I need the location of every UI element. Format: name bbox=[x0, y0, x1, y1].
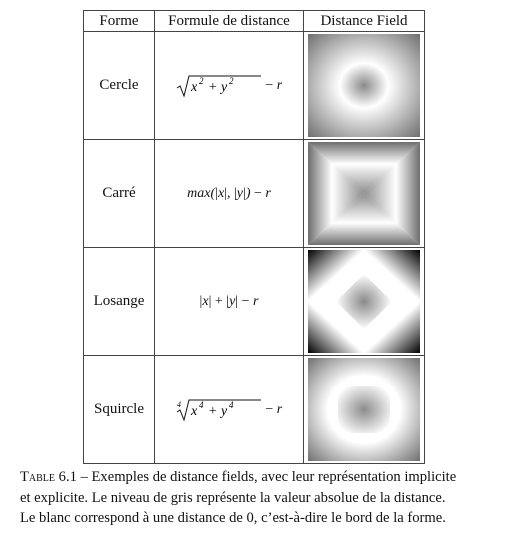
formula-expression: max(|x|, |y|) − r bbox=[187, 186, 271, 201]
distance-field-cell bbox=[304, 248, 425, 356]
table-header-row bbox=[84, 11, 425, 32]
table-row bbox=[84, 32, 425, 140]
distance-formula bbox=[155, 140, 304, 248]
header-shape: Forme bbox=[84, 11, 155, 32]
shape-name: Squircle bbox=[84, 356, 155, 464]
table-row bbox=[84, 140, 425, 248]
svg-text:x: x bbox=[190, 79, 198, 95]
table-caption bbox=[20, 467, 495, 529]
sqrt-sign bbox=[176, 74, 262, 98]
distance-formula bbox=[155, 356, 304, 464]
svg-text:4: 4 bbox=[198, 399, 204, 410]
svg-text:x: x bbox=[190, 403, 198, 419]
svg-text:y: y bbox=[220, 79, 228, 95]
formula-expression: 4 x 4 + y 4 − r bbox=[176, 402, 282, 417]
caption-text: – Exemples de distance fields, avec leur représentation implicite et explicite. Le niveau de gris représente la valeur absolue de la distance. Le blanc correspond à une distance de 0, c’est-à-dire le bord de la forme. bbox=[20, 469, 457, 526]
svg-text:4: 4 bbox=[228, 399, 234, 410]
distance-field-cell bbox=[304, 140, 425, 248]
header-formula: Formule de distance bbox=[155, 11, 304, 32]
svg-text:2: 2 bbox=[198, 75, 204, 86]
formula-expression: |x| + |y| − r bbox=[199, 294, 259, 309]
squircle-distance-field-icon bbox=[308, 358, 420, 461]
svg-text:y: y bbox=[220, 403, 228, 419]
diamond-distance-field-icon bbox=[308, 250, 420, 353]
table-row bbox=[84, 356, 425, 464]
shape-name: Carré bbox=[84, 140, 155, 248]
fourth-root-sign bbox=[176, 398, 262, 422]
shape-name: Losange bbox=[84, 248, 155, 356]
circle-distance-field-icon bbox=[308, 34, 420, 137]
table-row bbox=[84, 248, 425, 356]
svg-text:2: 2 bbox=[228, 75, 234, 86]
svg-text:+: + bbox=[207, 403, 218, 419]
square-distance-field-icon bbox=[308, 142, 420, 245]
distance-field-table bbox=[83, 10, 425, 464]
distance-field-cell bbox=[304, 32, 425, 140]
svg-text:4: 4 bbox=[176, 399, 181, 409]
svg-text:+: + bbox=[207, 79, 218, 95]
formula-expression: x 2 + y 2 − r bbox=[176, 78, 282, 93]
caption-label: Table 6.1 bbox=[20, 469, 77, 485]
shape-name: Cercle bbox=[84, 32, 155, 140]
distance-formula bbox=[155, 248, 304, 356]
distance-field-cell bbox=[304, 356, 425, 464]
distance-formula bbox=[155, 32, 304, 140]
header-distance-field: Distance Field bbox=[304, 11, 425, 32]
